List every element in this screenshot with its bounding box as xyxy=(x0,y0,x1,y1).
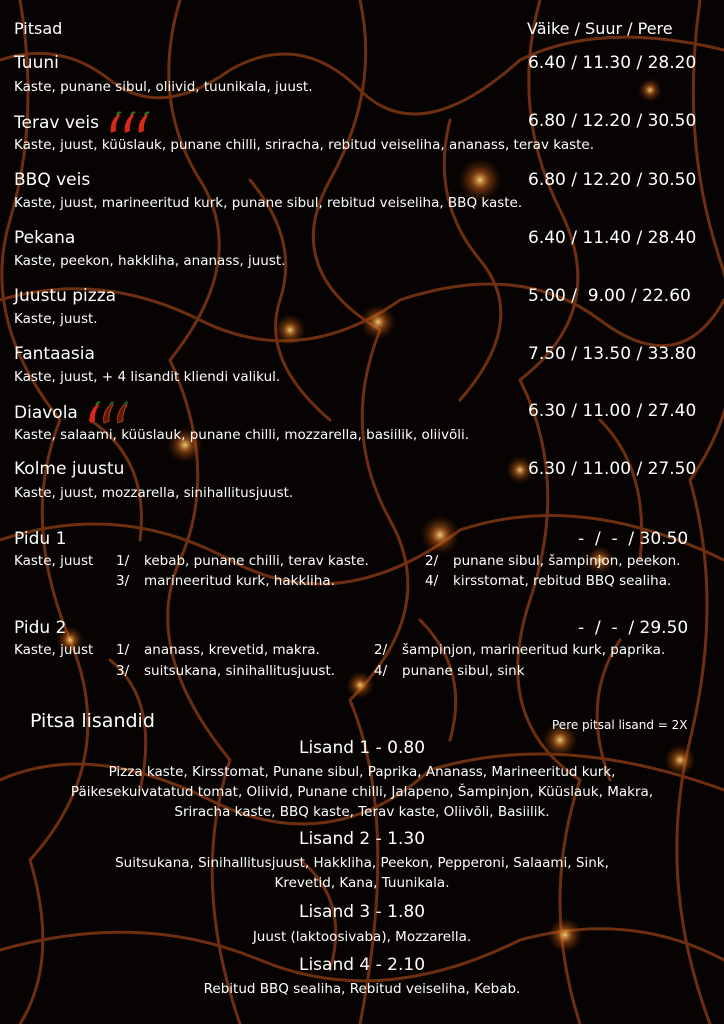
family-size-note: Pere pitsal lisand = 2X xyxy=(552,718,688,732)
option-number: 4/ xyxy=(374,663,388,679)
topping-group-title: Lisand 1 - 0.80 xyxy=(298,738,426,758)
pizza-ingredients: Kaste, juust, küüslauk, punane chilli, sriracha, rebitud veiseliha, ananass, terav kaste. xyxy=(14,137,595,153)
base-ingredients: Kaste, juust xyxy=(14,553,94,569)
pizza-price: - / - / 29.50 xyxy=(578,618,689,638)
pizza-ingredients: Kaste, punane sibul, oliivid, tuunikala, juust. xyxy=(14,79,313,95)
option-number: 2/ xyxy=(425,553,439,569)
option-number: 2/ xyxy=(374,642,388,658)
toppings-title: Pitsa lisandid xyxy=(30,710,155,732)
pizza-name: BBQ veis xyxy=(14,170,91,190)
pizza-price: 5.00 / 9.00 / 22.60 xyxy=(528,286,691,306)
pizza-name: Fantaasia xyxy=(14,344,95,364)
option-ingredients: punane sibul, šampinjon, peekon. xyxy=(453,553,681,569)
pizza-price: 6.80 / 12.20 / 30.50 xyxy=(528,170,697,190)
chili-pepper-icon xyxy=(86,401,132,425)
option-number: 4/ xyxy=(425,573,439,589)
pizza-name: Terav veis xyxy=(14,113,99,133)
pizza-name-row xyxy=(14,401,132,425)
topping-line: Päikesekuivatatud tomat, Oliivid, Punane chilli, Jalapeno, Šampinjon, Küüslauk, Makra, xyxy=(70,784,654,800)
topping-group-title: Lisand 3 - 1.80 xyxy=(298,902,426,922)
pizza-name-row xyxy=(14,111,153,135)
pizza-ingredients: Kaste, salaami, küüslauk, punane chilli, mozzarella, basiilik, oliivõli. xyxy=(14,427,469,443)
option-ingredients: ananass, krevetid, makra. xyxy=(144,642,320,658)
topping-group-items xyxy=(0,979,724,999)
topping-line: Pizza kaste, Kirsstomat, Punane sibul, Paprika, Ananass, Marineeritud kurk, xyxy=(108,764,616,780)
pizza-price: 6.30 / 11.00 / 27.50 xyxy=(528,459,697,479)
size-headers: Väike / Suur / Pere xyxy=(527,19,673,38)
topping-group-items xyxy=(0,853,724,893)
pizza-ingredients: Kaste, peekon, hakkliha, ananass, juust. xyxy=(14,253,286,269)
pizza-ingredients: Kaste, juust, mozzarella, sinihallitusjuust. xyxy=(14,485,294,501)
pizza-name: Juustu pizza xyxy=(14,286,117,306)
option-ingredients: kebab, punane chilli, terav kaste. xyxy=(144,553,369,569)
chili-pepper-icon xyxy=(107,111,153,135)
topping-group-items xyxy=(0,927,724,947)
pizza-name: Pekana xyxy=(14,228,76,248)
topping-line: Juust (laktoosivaba), Mozzarella. xyxy=(252,929,472,945)
topping-line: Krevetid, Kana, Tuunikala. xyxy=(274,875,450,891)
topping-line: Suitsukana, Sinihallitusjuust, Hakkliha, Peekon, Pepperoni, Salaami, Sink, xyxy=(115,855,609,871)
pizza-price: 6.40 / 11.40 / 28.40 xyxy=(528,228,697,248)
topping-group-title: Lisand 4 - 2.10 xyxy=(298,955,426,975)
pizza-ingredients: Kaste, juust, + 4 lisandit kliendi valikul. xyxy=(14,369,281,385)
pizza-ingredients: Kaste, juust, marineeritud kurk, punane sibul, rebitud veiseliha, BBQ kaste. xyxy=(14,195,523,211)
pizza-price: 6.80 / 12.20 / 30.50 xyxy=(528,111,697,131)
pizza-price: 7.50 / 13.50 / 33.80 xyxy=(528,344,697,364)
topping-group-items xyxy=(0,762,724,822)
topping-group-title: Lisand 2 - 1.30 xyxy=(298,829,426,849)
option-number: 1/ xyxy=(116,642,130,658)
topping-line: Rebitud BBQ sealiha, Rebitud veiseliha, Kebab. xyxy=(203,981,521,997)
option-ingredients: kirsstomat, rebitud BBQ sealiha. xyxy=(453,573,672,589)
pizza-ingredients: Kaste, juust. xyxy=(14,311,98,327)
option-ingredients: marineeritud kurk, hakkliha. xyxy=(144,573,335,589)
base-ingredients: Kaste, juust xyxy=(14,642,94,658)
pizza-price: 6.30 / 11.00 / 27.40 xyxy=(528,401,697,421)
pizza-name: Pidu 2 xyxy=(14,618,67,638)
pizza-name: Tuuni xyxy=(14,53,59,73)
pizza-name: Pidu 1 xyxy=(14,529,67,549)
option-ingredients: punane sibul, sink xyxy=(402,663,525,679)
pizza-name: Kolme juustu xyxy=(14,459,125,479)
pizza-name: Diavola xyxy=(14,403,78,423)
option-number: 3/ xyxy=(116,573,130,589)
menu-section-title: Pitsad xyxy=(14,19,63,38)
pizza-price: 6.40 / 11.30 / 28.20 xyxy=(528,53,697,73)
option-ingredients: šampinjon, marineeritud kurk, paprika. xyxy=(402,642,666,658)
option-number: 3/ xyxy=(116,663,130,679)
option-ingredients: suitsukana, sinihallitusjuust. xyxy=(144,663,336,679)
topping-line: Sriracha kaste, BBQ kaste, Terav kaste, Oliivõli, Basiilik. xyxy=(174,804,550,820)
option-number: 1/ xyxy=(116,553,130,569)
pizza-price: - / - / 30.50 xyxy=(578,529,689,549)
